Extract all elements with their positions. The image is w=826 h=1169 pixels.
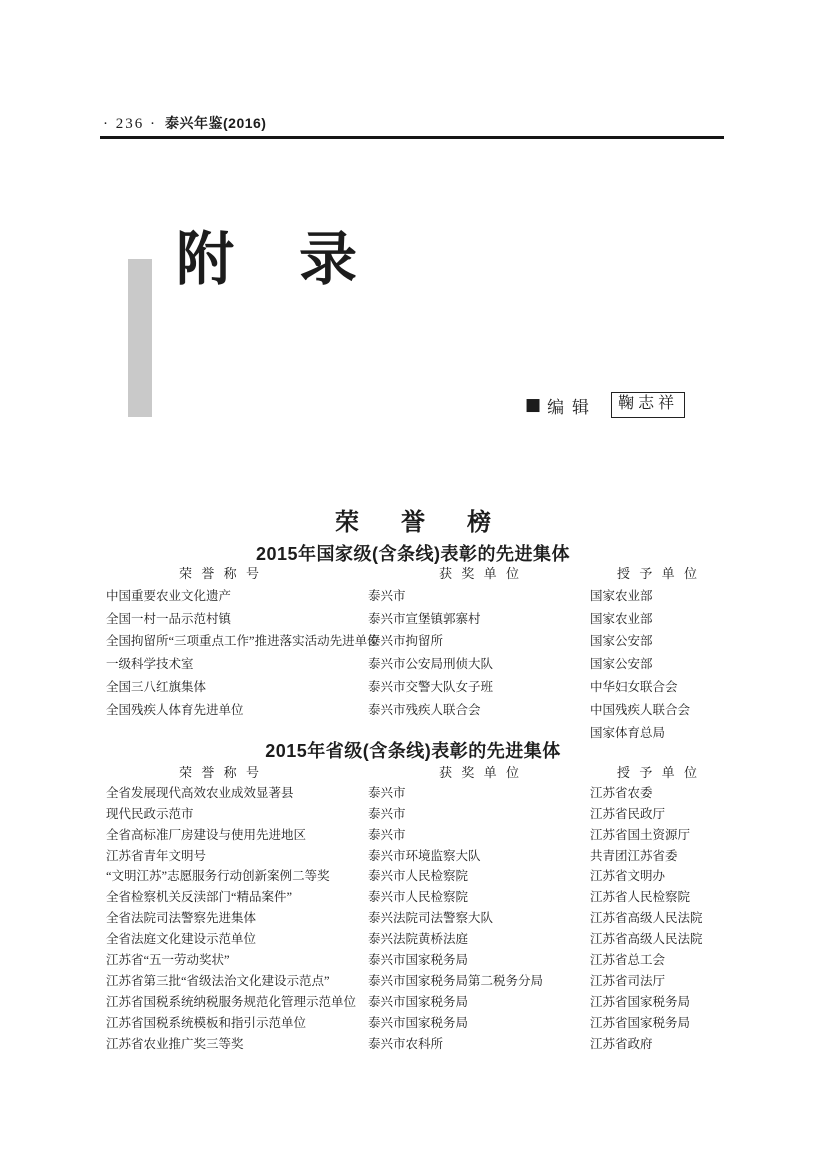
table-row bbox=[106, 680, 724, 703]
honor-title-cell: 全省发展现代高效农业成效显著县 bbox=[106, 785, 294, 800]
table-row bbox=[106, 932, 724, 953]
granting-unit-cell: 国家公安部 bbox=[590, 657, 653, 672]
granting-unit-cell: 中华妇女联合会 bbox=[590, 679, 678, 694]
award-unit-cell: 泰兴市公安局刑侦大队 bbox=[368, 657, 494, 672]
column-header: 荣誉称号 bbox=[178, 765, 269, 780]
honor-title-cell: 全国拘留所“三项重点工作”推进落实活动先进单位 bbox=[106, 634, 380, 649]
honor-title-cell: 现代民政示范市 bbox=[106, 806, 194, 821]
section-heading-provincial: 2015年省级(含条线)表彰的先进集体 bbox=[265, 741, 561, 761]
column-header: 荣誉称号 bbox=[178, 566, 269, 581]
honor-title-cell: 江苏省第三批“省级法治文化建设示范点” bbox=[106, 973, 330, 988]
granting-unit-cell: 江苏省国家税务局 bbox=[590, 1015, 691, 1030]
provincial-honors-table bbox=[106, 765, 724, 1057]
table-row bbox=[106, 974, 724, 995]
table-header-row bbox=[106, 765, 724, 786]
table-header-row bbox=[106, 566, 724, 589]
honor-title-cell: 中国重要农业文化遗产 bbox=[106, 588, 232, 603]
national-honors-table bbox=[106, 566, 724, 748]
table-row bbox=[106, 911, 724, 932]
granting-unit-cell: 江苏省农委 bbox=[590, 785, 653, 800]
granting-unit-cell: 江苏省民政厅 bbox=[590, 806, 666, 821]
granting-unit-cell: 国家公安部 bbox=[590, 634, 653, 649]
table-row bbox=[106, 869, 724, 890]
honor-title-cell: 江苏省国税系统模板和指引示范单位 bbox=[106, 1015, 307, 1030]
award-unit-cell: 泰兴市拘留所 bbox=[368, 634, 444, 649]
table-row bbox=[106, 589, 724, 612]
column-header: 授予单位 bbox=[616, 765, 707, 780]
table-row bbox=[106, 890, 724, 911]
table-row bbox=[106, 634, 724, 657]
editor-label: 编辑 bbox=[547, 397, 598, 417]
honor-title-cell: 全省法院司法警察先进集体 bbox=[106, 911, 257, 926]
column-header: 授予单位 bbox=[616, 566, 707, 581]
honor-title-cell: 全省高标准厂房建设与使用先进地区 bbox=[106, 827, 307, 842]
award-unit-cell: 泰兴市环境监察大队 bbox=[368, 848, 481, 863]
award-unit-cell: 泰兴市国家税务局第二税务分局 bbox=[368, 973, 544, 988]
table-row bbox=[106, 953, 724, 974]
granting-unit-cell: 江苏省总工会 bbox=[590, 953, 666, 968]
award-unit-cell: 泰兴市人民检察院 bbox=[368, 869, 469, 884]
granting-unit-cell: 江苏省政府 bbox=[590, 1036, 653, 1051]
editor-line bbox=[525, 392, 685, 418]
header-rule bbox=[100, 136, 724, 139]
award-unit-cell: 泰兴法院黄桥法庭 bbox=[368, 932, 469, 947]
award-unit-cell: 泰兴市 bbox=[368, 827, 406, 842]
honor-title-cell: 江苏省农业推广奖三等奖 bbox=[106, 1036, 244, 1051]
table-row bbox=[106, 849, 724, 870]
honor-title-cell: 江苏省国税系统纳税服务规范化管理示范单位 bbox=[106, 994, 357, 1009]
table-row bbox=[106, 995, 724, 1016]
honor-title-cell: 全省检察机关反渎部门“精品案件” bbox=[106, 890, 293, 905]
chapter-accent-bar bbox=[128, 259, 152, 417]
award-unit-cell: 泰兴市国家税务局 bbox=[368, 1015, 469, 1030]
honor-title-cell: 全国三八红旗集体 bbox=[106, 679, 207, 694]
award-unit-cell: 泰兴市 bbox=[368, 785, 406, 800]
honor-title-cell: 江苏省青年文明号 bbox=[106, 848, 207, 863]
honor-title-cell: “文明江苏”志愿服务行动创新案例二等奖 bbox=[106, 869, 330, 884]
award-unit-cell: 泰兴市残疾人联合会 bbox=[368, 702, 481, 717]
table-row bbox=[106, 612, 724, 635]
granting-unit-cell: 江苏省国家税务局 bbox=[590, 994, 691, 1009]
award-unit-cell: 泰兴市 bbox=[368, 806, 406, 821]
granting-unit-cell: 中国残疾人联合会 bbox=[590, 702, 691, 717]
book-title: 泰兴年鉴(2016) bbox=[165, 115, 267, 131]
section-heading-national: 2015年国家级(含条线)表彰的先进集体 bbox=[255, 544, 571, 564]
running-header bbox=[103, 113, 266, 133]
honor-roll-title: 荣誉榜 bbox=[335, 509, 533, 536]
column-header: 获奖单位 bbox=[438, 765, 529, 780]
table-row bbox=[106, 657, 724, 680]
granting-unit-cell: 江苏省高级人民法院 bbox=[590, 911, 703, 926]
granting-unit-cell: 江苏省司法厅 bbox=[590, 973, 666, 988]
award-unit-cell: 泰兴市农科所 bbox=[368, 1036, 444, 1051]
award-unit-cell: 泰兴市人民检察院 bbox=[368, 890, 469, 905]
award-unit-cell: 泰兴市国家税务局 bbox=[368, 994, 469, 1009]
table-row bbox=[106, 1037, 724, 1058]
granting-unit-cell: 国家农业部 bbox=[590, 611, 653, 626]
honor-title-cell: 全国残疾人体育先进单位 bbox=[106, 702, 244, 717]
chapter-title: 附录 bbox=[176, 227, 422, 292]
table-row bbox=[106, 807, 724, 828]
honor-title-cell: 江苏省“五一劳动奖状” bbox=[106, 953, 230, 968]
honor-title-cell: 一级科学技术室 bbox=[106, 657, 194, 672]
granting-unit-cell: 国家体育总局 bbox=[590, 725, 666, 740]
column-header: 获奖单位 bbox=[438, 566, 529, 581]
table-row bbox=[106, 786, 724, 807]
honor-title-cell: 全国一村一品示范村镇 bbox=[106, 611, 232, 626]
award-unit-cell: 泰兴市国家税务局 bbox=[368, 953, 469, 968]
page-number: · 236 · bbox=[103, 116, 157, 132]
award-unit-cell: 泰兴市宣堡镇郭寨村 bbox=[368, 611, 481, 626]
honor-title-cell: 全省法庭文化建设示范单位 bbox=[106, 932, 257, 947]
editor-name-box: 鞠志祥 bbox=[611, 392, 685, 418]
square-bullet-icon: ■ bbox=[525, 394, 542, 415]
granting-unit-cell: 国家农业部 bbox=[590, 588, 653, 603]
granting-unit-cell: 共青团江苏省委 bbox=[590, 848, 678, 863]
award-unit-cell: 泰兴市交警大队女子班 bbox=[368, 679, 494, 694]
award-unit-cell: 泰兴市 bbox=[368, 588, 406, 603]
granting-unit-cell: 江苏省人民检察院 bbox=[590, 890, 691, 905]
table-row bbox=[106, 703, 724, 726]
table-row bbox=[106, 828, 724, 849]
honor-roll-title-wrap bbox=[0, 502, 826, 537]
granting-unit-cell: 江苏省文明办 bbox=[590, 869, 666, 884]
granting-unit-cell: 江苏省高级人民法院 bbox=[590, 932, 703, 947]
table-row bbox=[106, 1016, 724, 1037]
granting-unit-cell: 江苏省国土资源厅 bbox=[590, 827, 691, 842]
award-unit-cell: 泰兴法院司法警察大队 bbox=[368, 911, 494, 926]
